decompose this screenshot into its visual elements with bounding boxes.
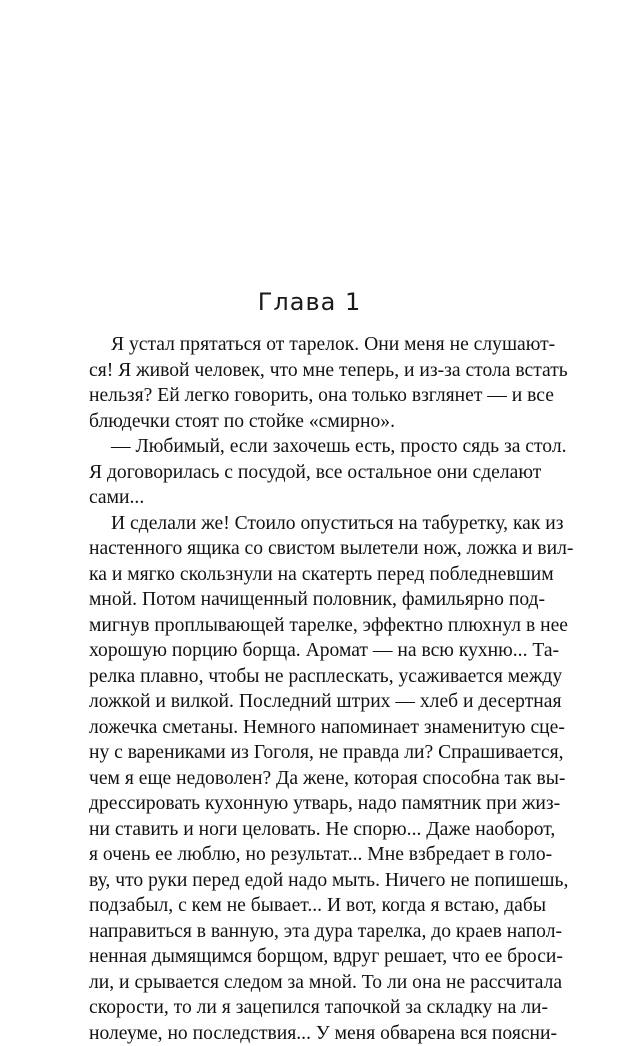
text-line: сами... bbox=[89, 485, 520, 511]
text-line: ненная дымящимся борщом, вдруг решает, что ее броси- bbox=[89, 944, 520, 970]
text-line: нолеуме, но последствия... У меня обварена вся поясни- bbox=[89, 1021, 520, 1046]
text-line: релка плавно, чтобы не расплескать, усаживается между bbox=[89, 664, 520, 690]
text-line: хорошую порцию борща. Аромат — на всю кухню... Та- bbox=[89, 638, 520, 664]
text-line: мной. Потом начищенный половник, фамильярно под- bbox=[89, 587, 520, 613]
body-text bbox=[89, 332, 520, 1046]
text-line: скорости, то ли я зацепился тапочкой за складку на ли- bbox=[89, 995, 520, 1021]
text-line: ложечка сметаны. Немного напоминает знаменитую сце- bbox=[89, 715, 520, 741]
chapter-title: Глава 1 bbox=[0, 288, 619, 316]
text-line: я очень ее люблю, но результат... Мне взбредает в голо- bbox=[89, 842, 520, 868]
text-line: ни ставить и ноги целовать. Не спорю... Даже наоборот, bbox=[89, 817, 520, 843]
text-line: блюдечки стоят по стойке «смирно». bbox=[89, 409, 520, 435]
text-line: подзабыл, с кем не бывает... И вот, когда я встаю, дабы bbox=[89, 893, 520, 919]
text-line: мигнув проплывающей тарелке, эффектно плюхнул в нее bbox=[89, 613, 520, 639]
text-line: чем я еще недоволен? Да жене, которая способна так вы- bbox=[89, 766, 520, 792]
text-line: направиться в ванную, эта дура тарелка, до краев напол- bbox=[89, 919, 520, 945]
text-line: ну с варениками из Гоголя, не правда ли? Спрашивается, bbox=[89, 740, 520, 766]
text-line: дрессировать кухонную утварь, надо памятник при жиз- bbox=[89, 791, 520, 817]
text-line: ся! Я живой человек, что мне теперь, и из-за стола встать bbox=[89, 358, 520, 384]
text-line: ложкой и вилкой. Последний штрих — хлеб и десертная bbox=[89, 689, 520, 715]
text-line: ли, и срывается следом за мной. То ли она не рассчитала bbox=[89, 970, 520, 996]
text-line: И сделали же! Стоило опуститься на табуретку, как из bbox=[89, 511, 520, 537]
text-line: Я устал прятаться от тарелок. Они меня не слушают- bbox=[89, 332, 520, 358]
text-line: нельзя? Ей легко говорить, она только взглянет — и все bbox=[89, 383, 520, 409]
text-line: настенного ящика со свистом вылетели нож, ложка и вил- bbox=[89, 536, 520, 562]
text-line: ву, что руки перед едой надо мыть. Ничего не попишешь, bbox=[89, 868, 520, 894]
text-line: — Любимый, если захочешь есть, просто сядь за стол. bbox=[89, 434, 520, 460]
text-line: ка и мягко скользнули на скатерть перед побледневшим bbox=[89, 562, 520, 588]
text-line: Я договорилась с посудой, все остальное они сделают bbox=[89, 460, 520, 486]
